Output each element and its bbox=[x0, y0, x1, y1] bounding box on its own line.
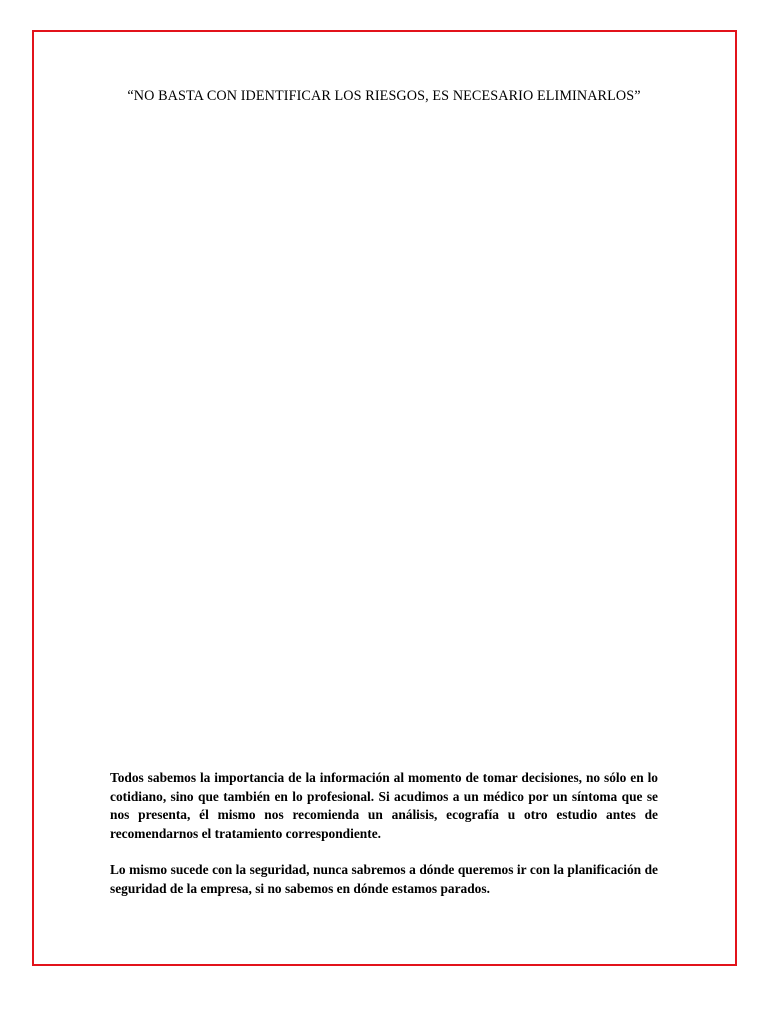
document-title: “NO BASTA CON IDENTIFICAR LOS RIESGOS, ES NECESARIO ELIMINARLOS” bbox=[127, 88, 641, 104]
paragraph-2: Lo mismo sucede con la seguridad, nunca sabremos a dónde queremos ir con la planificación de seguridad de la empresa, si no sabemos en dónde estamos parados. bbox=[110, 862, 658, 896]
paragraph-1: Todos sabemos la importancia de la información al momento de tomar decisiones, no sólo en lo cotidiano, sino que también en lo profesional. Si acudimos a un médico por un síntoma que se nos presenta, él mismo nos recomienda un análisis, ecografía u otro estudio antes de recomendarnos el tratamiento correspondiente. bbox=[110, 770, 658, 841]
body-text bbox=[110, 769, 658, 899]
